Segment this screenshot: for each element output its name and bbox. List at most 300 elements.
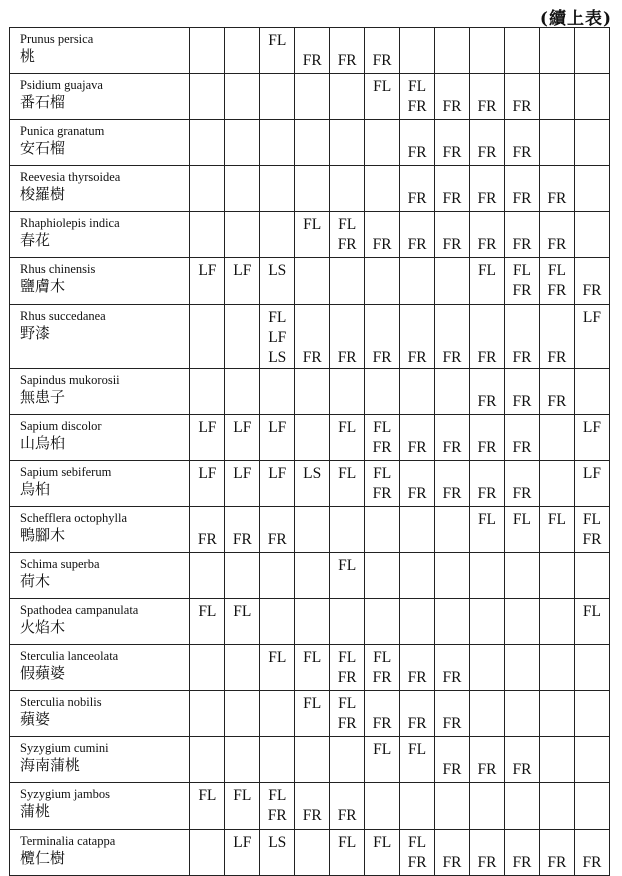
month-cell <box>330 304 365 368</box>
month-cell <box>504 737 539 783</box>
species-cell <box>10 74 190 120</box>
phenology-code: FR <box>337 348 357 366</box>
phenology-code: FR <box>372 669 392 687</box>
species-cell <box>10 783 190 829</box>
scientific-name: Schima superba <box>20 556 100 571</box>
month-cell <box>400 212 435 258</box>
month-cell <box>539 737 574 783</box>
month-cell <box>539 599 574 645</box>
phenology-code <box>400 415 434 438</box>
phenology-code <box>435 166 469 189</box>
phenology-code <box>400 120 434 143</box>
month-cell <box>539 166 574 212</box>
month-cell <box>435 552 470 598</box>
month-cell <box>295 599 330 645</box>
table-row <box>10 599 610 645</box>
month-cell <box>435 304 470 368</box>
month-cell <box>225 414 260 460</box>
phenology-code: FR <box>337 807 357 825</box>
month-cell <box>225 506 260 552</box>
chinese-name: 海南蒲桃 <box>20 756 81 775</box>
month-cell <box>190 258 225 304</box>
month-cell <box>260 460 295 506</box>
month-cell <box>330 599 365 645</box>
month-cell <box>400 829 435 875</box>
phenology-code <box>470 120 504 143</box>
month-cell <box>260 414 295 460</box>
month-cell <box>260 737 295 783</box>
phenology-code: FL <box>338 464 357 482</box>
month-cell <box>539 304 574 368</box>
phenology-code <box>470 305 504 328</box>
phenology-code <box>505 305 539 328</box>
month-cell <box>225 829 260 875</box>
month-cell <box>435 74 470 120</box>
month-cell <box>260 645 295 691</box>
month-cell <box>365 737 400 783</box>
phenology-code: FR <box>512 853 532 871</box>
phenology-code: FR <box>442 715 462 733</box>
month-cell <box>539 691 574 737</box>
phenology-code: FR <box>267 807 287 825</box>
species-cell <box>10 28 190 74</box>
phenology-code <box>295 28 329 51</box>
month-cell <box>365 120 400 166</box>
month-cell <box>190 645 225 691</box>
phenology-code: FR <box>372 236 392 254</box>
month-cell <box>295 212 330 258</box>
month-cell <box>400 74 435 120</box>
scientific-name: Reevesia thyrsoidea <box>20 170 121 185</box>
phenology-code: LF <box>233 262 252 280</box>
month-cell <box>435 829 470 875</box>
phenology-code <box>435 415 469 438</box>
phenology-code: FR <box>477 484 497 502</box>
table-row <box>10 74 610 120</box>
month-cell <box>400 414 435 460</box>
month-cell <box>470 552 505 598</box>
species-cell <box>10 552 190 598</box>
scientific-name: Rhaphiolepis indica <box>20 216 120 231</box>
month-cell <box>260 552 295 598</box>
month-cell <box>190 460 225 506</box>
phenology-code: FR <box>512 348 532 366</box>
month-cell <box>539 414 574 460</box>
phenology-code: FR <box>512 484 532 502</box>
month-cell <box>260 599 295 645</box>
species-cell <box>10 691 190 737</box>
month-cell <box>435 166 470 212</box>
phenology-code <box>575 830 609 853</box>
phenology-code <box>330 328 364 348</box>
phenology-code <box>505 415 539 438</box>
month-cell <box>539 368 574 414</box>
phenology-code: FR <box>407 669 427 687</box>
chinese-name: 野漆 <box>20 323 51 342</box>
month-cell <box>574 74 609 120</box>
species-cell <box>10 414 190 460</box>
phenology-code: FR <box>442 190 462 208</box>
month-cell <box>365 552 400 598</box>
month-cell <box>330 120 365 166</box>
phenology-code <box>295 305 329 328</box>
phenology-code: LS <box>268 833 287 851</box>
month-cell <box>400 120 435 166</box>
chinese-name: 桃 <box>20 47 36 65</box>
phenology-code: FR <box>442 484 462 502</box>
phenology-code: FR <box>547 282 567 300</box>
phenology-code: FR <box>477 190 497 208</box>
table-row <box>10 166 610 212</box>
month-cell <box>330 28 365 74</box>
month-cell <box>295 74 330 120</box>
month-cell <box>190 691 225 737</box>
phenology-code: FR <box>512 761 532 779</box>
phenology-code: FR <box>232 530 252 548</box>
phenology-code: LF <box>233 833 252 851</box>
month-cell <box>400 552 435 598</box>
month-cell <box>400 506 435 552</box>
scientific-name: Sapium sebiferum <box>20 464 112 479</box>
month-cell <box>435 691 470 737</box>
scientific-name: Syzygium jambos <box>20 787 110 802</box>
phenology-code: FR <box>477 144 497 162</box>
phenology-code: FR <box>337 52 357 69</box>
month-cell <box>574 599 609 645</box>
month-cell <box>260 258 295 304</box>
month-cell <box>435 212 470 258</box>
month-cell <box>295 737 330 783</box>
table-row <box>10 304 610 368</box>
phenology-code <box>435 305 469 328</box>
month-cell <box>574 212 609 258</box>
month-cell <box>295 368 330 414</box>
month-cell <box>330 460 365 506</box>
month-cell <box>225 258 260 304</box>
phenology-code <box>435 645 469 668</box>
month-cell <box>295 414 330 460</box>
chinese-name: 安石榴 <box>20 139 66 158</box>
month-cell <box>295 552 330 598</box>
table-row <box>10 783 610 829</box>
phenology-code: FL <box>303 216 322 234</box>
month-cell <box>435 645 470 691</box>
month-cell <box>574 506 609 552</box>
species-cell <box>10 212 190 258</box>
scientific-name: Sapium discolor <box>20 418 102 433</box>
table-row <box>10 552 610 598</box>
month-cell <box>225 28 260 74</box>
phenology-code <box>470 830 504 853</box>
month-cell <box>295 691 330 737</box>
phenology-code: FR <box>197 530 217 548</box>
month-cell <box>504 28 539 74</box>
phenology-code: FR <box>337 236 357 254</box>
phenology-code: FR <box>547 236 567 254</box>
phenology-code: FR <box>442 438 462 456</box>
phenology-code: FL <box>547 262 566 280</box>
phenology-code: FR <box>407 348 427 366</box>
phenology-code: FR <box>477 761 497 779</box>
table-row <box>10 414 610 460</box>
phenology-code: FR <box>512 282 532 300</box>
month-cell <box>190 599 225 645</box>
month-cell <box>295 829 330 875</box>
phenology-code <box>505 74 539 97</box>
scientific-name: Rhus chinensis <box>20 262 96 277</box>
scientific-name: Psidium guajava <box>20 78 103 93</box>
scientific-name: Sterculia lanceolata <box>20 649 119 664</box>
phenology-code <box>435 691 469 714</box>
month-cell <box>470 737 505 783</box>
phenology-code <box>505 328 539 348</box>
phenology-code: FL <box>408 741 427 759</box>
month-cell <box>365 645 400 691</box>
month-cell <box>539 783 574 829</box>
phenology-code <box>505 120 539 143</box>
month-cell <box>260 120 295 166</box>
month-cell <box>295 120 330 166</box>
month-cell <box>504 212 539 258</box>
phenology-code: FR <box>302 348 322 366</box>
phenology-code: FL <box>582 510 601 528</box>
month-cell <box>295 258 330 304</box>
species-cell <box>10 120 190 166</box>
month-cell <box>470 829 505 875</box>
phenology-code <box>470 461 504 484</box>
month-cell <box>435 120 470 166</box>
month-cell <box>470 506 505 552</box>
phenology-code: LF <box>198 418 217 436</box>
month-cell <box>225 737 260 783</box>
phenology-code: FR <box>477 236 497 254</box>
month-cell <box>470 74 505 120</box>
phenology-code: FL <box>338 833 357 851</box>
month-cell <box>330 506 365 552</box>
phenology-code: FR <box>512 144 532 162</box>
month-cell <box>574 829 609 875</box>
chinese-name: 鴨腳木 <box>20 525 66 544</box>
species-cell <box>10 599 190 645</box>
chinese-name: 火焰木 <box>20 618 66 637</box>
phenology-code <box>540 212 574 235</box>
month-cell <box>470 460 505 506</box>
table-row <box>10 645 610 691</box>
phenology-code <box>295 328 329 348</box>
month-cell <box>295 783 330 829</box>
month-cell <box>260 166 295 212</box>
phenology-code: FL <box>373 833 392 851</box>
phenology-code <box>575 258 609 281</box>
month-cell <box>225 166 260 212</box>
month-cell <box>365 506 400 552</box>
month-cell <box>574 737 609 783</box>
phenology-code: FR <box>512 190 532 208</box>
month-cell <box>365 166 400 212</box>
chinese-name: 假蘋婆 <box>20 664 66 683</box>
species-cell <box>10 460 190 506</box>
scientific-name: Spathodea campanulata <box>20 603 139 618</box>
month-cell <box>400 737 435 783</box>
month-cell <box>435 783 470 829</box>
month-cell <box>260 829 295 875</box>
month-cell <box>225 212 260 258</box>
month-cell <box>504 368 539 414</box>
species-cell <box>10 258 190 304</box>
month-cell <box>470 304 505 368</box>
phenology-code: FL <box>547 510 566 528</box>
phenology-code: FL <box>268 32 287 49</box>
phenology-code <box>400 461 434 484</box>
phenology-code <box>365 28 399 51</box>
phenology-code: FR <box>407 853 427 871</box>
month-cell <box>574 120 609 166</box>
chinese-name: 荷木 <box>20 571 51 590</box>
phenology-code: FR <box>407 715 427 733</box>
phenology-code <box>400 691 434 714</box>
month-cell <box>295 645 330 691</box>
phenology-code: LF <box>198 464 217 482</box>
month-cell <box>330 829 365 875</box>
phenology-code: FL <box>477 510 497 528</box>
phenology-code: FR <box>302 52 322 69</box>
month-cell <box>190 552 225 598</box>
phenology-code: FL <box>338 649 357 667</box>
phenology-code <box>400 305 434 328</box>
month-cell <box>400 783 435 829</box>
phenology-code: FR <box>512 392 532 410</box>
month-cell <box>539 258 574 304</box>
phenology-code <box>400 645 434 668</box>
month-cell <box>225 783 260 829</box>
phenology-code: FR <box>372 484 392 502</box>
phenology-code <box>400 328 434 348</box>
phenology-code: FR <box>477 853 497 871</box>
month-cell <box>190 166 225 212</box>
phenology-code: FR <box>267 530 287 548</box>
phenology-code: FR <box>407 190 427 208</box>
month-cell <box>365 783 400 829</box>
phenology-code <box>435 212 469 235</box>
scientific-name: Syzygium cumini <box>20 741 109 756</box>
phenology-code: FR <box>547 853 567 871</box>
month-cell <box>400 368 435 414</box>
table-row <box>10 120 610 166</box>
phenology-code: LS <box>268 348 287 366</box>
species-cell <box>10 368 190 414</box>
chinese-name: 蒲桃 <box>20 802 51 821</box>
month-cell <box>539 552 574 598</box>
phenology-code: LF <box>233 418 252 436</box>
month-cell <box>470 691 505 737</box>
phenology-code: FL <box>268 649 287 667</box>
chinese-name: 番石榴 <box>20 93 66 112</box>
phenology-code <box>365 212 399 235</box>
month-cell <box>504 691 539 737</box>
phenology-code: FR <box>372 348 392 366</box>
month-cell <box>330 783 365 829</box>
month-cell <box>470 414 505 460</box>
month-cell <box>435 460 470 506</box>
phenology-code: FR <box>337 715 357 733</box>
phenology-code: FR <box>372 438 392 456</box>
month-cell <box>400 258 435 304</box>
scientific-name: Prunus persica <box>20 32 94 46</box>
phenology-code <box>470 737 504 760</box>
phenology-code <box>330 783 364 806</box>
month-cell <box>225 368 260 414</box>
month-cell <box>574 166 609 212</box>
month-cell <box>365 829 400 875</box>
phenology-code <box>470 74 504 97</box>
phenology-code: FR <box>407 144 427 162</box>
phenology-code: FL <box>233 787 252 805</box>
table-row <box>10 506 610 552</box>
month-cell <box>400 166 435 212</box>
month-cell <box>365 212 400 258</box>
month-cell <box>504 414 539 460</box>
month-cell <box>330 74 365 120</box>
month-cell <box>400 304 435 368</box>
phenology-code <box>470 328 504 348</box>
month-cell <box>504 120 539 166</box>
phenology-code <box>470 369 504 392</box>
chinese-name: 欖仁樹 <box>20 848 66 867</box>
month-cell <box>260 212 295 258</box>
month-cell <box>539 645 574 691</box>
phenology-code: FL <box>582 603 601 621</box>
phenology-code <box>260 507 294 530</box>
phenology-code <box>505 461 539 484</box>
phenology-code: FL <box>373 78 392 96</box>
month-cell <box>225 599 260 645</box>
month-cell <box>504 258 539 304</box>
table-row <box>10 258 610 304</box>
phenology-code <box>540 305 574 328</box>
table-row <box>10 691 610 737</box>
month-cell <box>260 28 295 74</box>
phenology-code <box>190 507 224 530</box>
month-cell <box>400 599 435 645</box>
phenology-code <box>470 415 504 438</box>
month-cell <box>225 460 260 506</box>
phenology-code <box>540 328 574 348</box>
phenology-code: LF <box>582 308 601 326</box>
phenology-code: FR <box>512 438 532 456</box>
month-cell <box>190 829 225 875</box>
phenology-code: FL <box>303 695 322 713</box>
phenology-code: FL <box>373 741 392 759</box>
month-cell <box>330 414 365 460</box>
chinese-name: 梭羅樹 <box>20 185 66 204</box>
chinese-name: 無患子 <box>20 387 66 406</box>
phenology-code <box>225 507 259 530</box>
month-cell <box>504 783 539 829</box>
month-cell <box>574 460 609 506</box>
phenology-code: FR <box>407 98 427 116</box>
scientific-name: Schefflera octophylla <box>20 510 128 525</box>
species-cell <box>10 166 190 212</box>
phenology-code: FR <box>477 392 497 410</box>
phenology-code: FL <box>408 833 427 851</box>
scientific-name: Sterculia nobilis <box>20 695 102 710</box>
phenology-code: FR <box>372 715 392 733</box>
phenology-code: LF <box>198 262 217 280</box>
month-cell <box>435 506 470 552</box>
month-cell <box>190 368 225 414</box>
month-cell <box>470 599 505 645</box>
month-cell <box>400 460 435 506</box>
